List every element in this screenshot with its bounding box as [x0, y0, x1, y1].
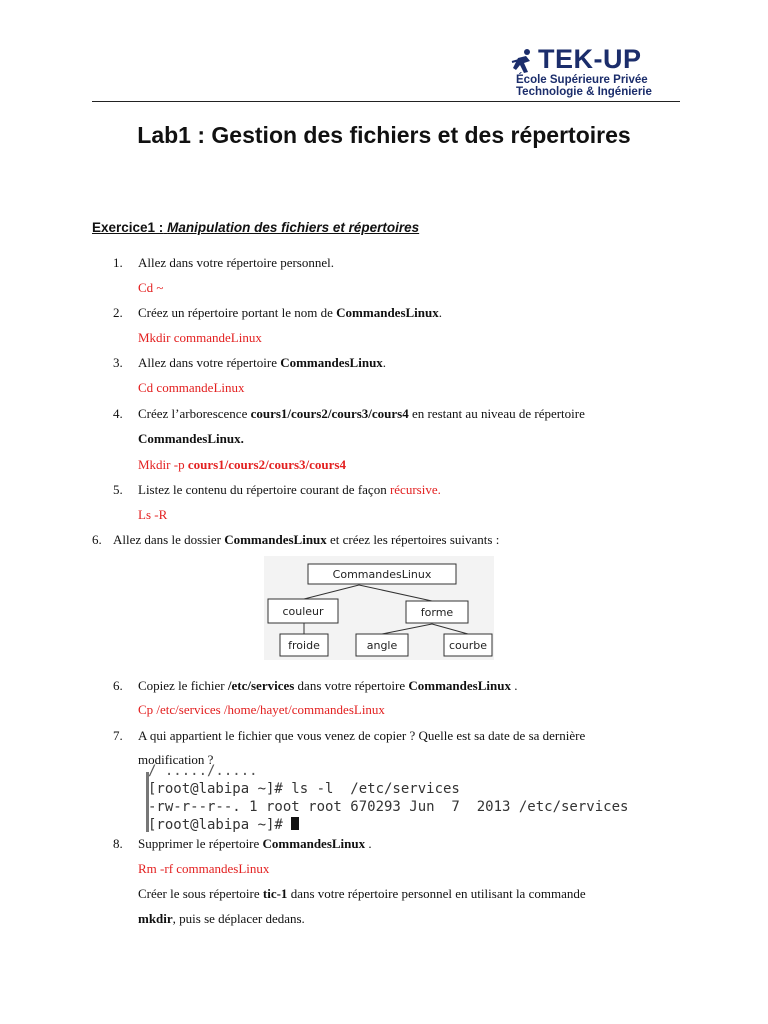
- item-6b-answer: Cp /etc/services /home/hayet/commandesLinux: [138, 702, 385, 717]
- terminal-cut-line: / ...../.....: [148, 763, 258, 779]
- exercise-label: Exercice1 :: [92, 220, 164, 235]
- item-8-extra-cont: mkdir, puis se déplacer dedans.: [138, 911, 305, 926]
- school-logo: [510, 44, 680, 100]
- item-8-extra: Créer le sous répertoire tic-1 dans votre répertoire personnel en utilisant la commande: [138, 886, 586, 901]
- item-5-answer: Ls -R: [138, 507, 168, 522]
- item-7-number: 7.: [113, 728, 123, 743]
- item-8-text: Supprimer le répertoire CommandesLinux .: [138, 836, 372, 851]
- item-3-number: 3.: [113, 355, 123, 370]
- item-7-text-cont: modification ?: [138, 752, 214, 767]
- item-3-text: Allez dans votre répertoire CommandesLinux.: [138, 355, 387, 370]
- item-2-number: 2.: [113, 305, 123, 320]
- page-title: Lab1 : Gestion des fichiers et des répertoires: [137, 122, 631, 148]
- terminal-line-2: -rw-r--r--. 1 root root 670293 Jun 7 2013 /etc/services: [148, 799, 629, 815]
- item-2-answer: Mkdir commandeLinux: [138, 330, 262, 345]
- logo-line-2: Technologie & Ingénierie: [516, 86, 652, 98]
- logo-line-1: École Supérieure Privée: [516, 74, 648, 86]
- node-right: forme: [420, 606, 454, 619]
- exercise-subtitle: Manipulation des fichiers et répertoires: [167, 220, 420, 235]
- item-6b-number: 6.: [113, 678, 123, 693]
- terminal-cursor: [291, 817, 299, 830]
- item-7-text: A qui appartient le fichier que vous venez de copier ? Quelle est sa date de sa dernière: [138, 728, 586, 743]
- edge-root-couleur: [304, 585, 359, 599]
- item-4-answer: Mkdir -p cours1/cours2/cours3/cours4: [138, 457, 346, 472]
- item-6-text: Allez dans le dossier CommandesLinux et créez les répertoires suivants :: [113, 532, 500, 547]
- item-1-text: Allez dans votre répertoire personnel.: [138, 255, 335, 270]
- runner-logo-icon: [510, 48, 536, 76]
- terminal-line-1: [root@labipa ~]# ls -l /etc/services: [148, 781, 460, 797]
- header-rule: [92, 101, 680, 102]
- item-6-number: 6.: [92, 532, 102, 547]
- item-4-number: 4.: [113, 406, 123, 421]
- node-left: couleur: [282, 605, 324, 618]
- edge-root-forme: [359, 585, 432, 601]
- item-6b-text: Copiez le fichier /etc/services dans votre répertoire CommandesLinux .: [138, 678, 518, 693]
- exercise-heading: [92, 220, 419, 235]
- terminal-output: [146, 763, 666, 833]
- logo-brand: TEK-UP: [538, 44, 642, 74]
- item-8-number: 8.: [113, 836, 123, 851]
- node-leaf3: courbe: [448, 639, 488, 652]
- edge-forme-courbe: [432, 624, 468, 634]
- directory-tree-diagram: [264, 556, 494, 660]
- item-4-text: Créez l’arborescence cours1/cours2/cours3/cours4 en restant au niveau de répertoire: [138, 406, 585, 421]
- item-2-text: Créez un répertoire portant le nom de CommandesLinux.: [138, 305, 442, 320]
- item-5-text: Listez le contenu du répertoire courant de façon récursive.: [138, 482, 441, 497]
- item-8-answer: Rm -rf commandesLinux: [138, 861, 270, 876]
- node-leaf2: angle: [366, 639, 398, 652]
- item-4-text-cont: CommandesLinux.: [138, 431, 244, 446]
- item-3-answer: Cd commandeLinux: [138, 380, 245, 395]
- item-1-number: 1.: [113, 255, 123, 270]
- item-1-answer: Cd ~: [138, 280, 164, 295]
- item-5-number: 5.: [113, 482, 123, 497]
- terminal-line-3: [root@labipa ~]#: [148, 816, 299, 834]
- node-root: CommandesLinux: [332, 568, 432, 581]
- edge-forme-angle: [382, 624, 432, 634]
- node-leaf1: froide: [288, 639, 320, 652]
